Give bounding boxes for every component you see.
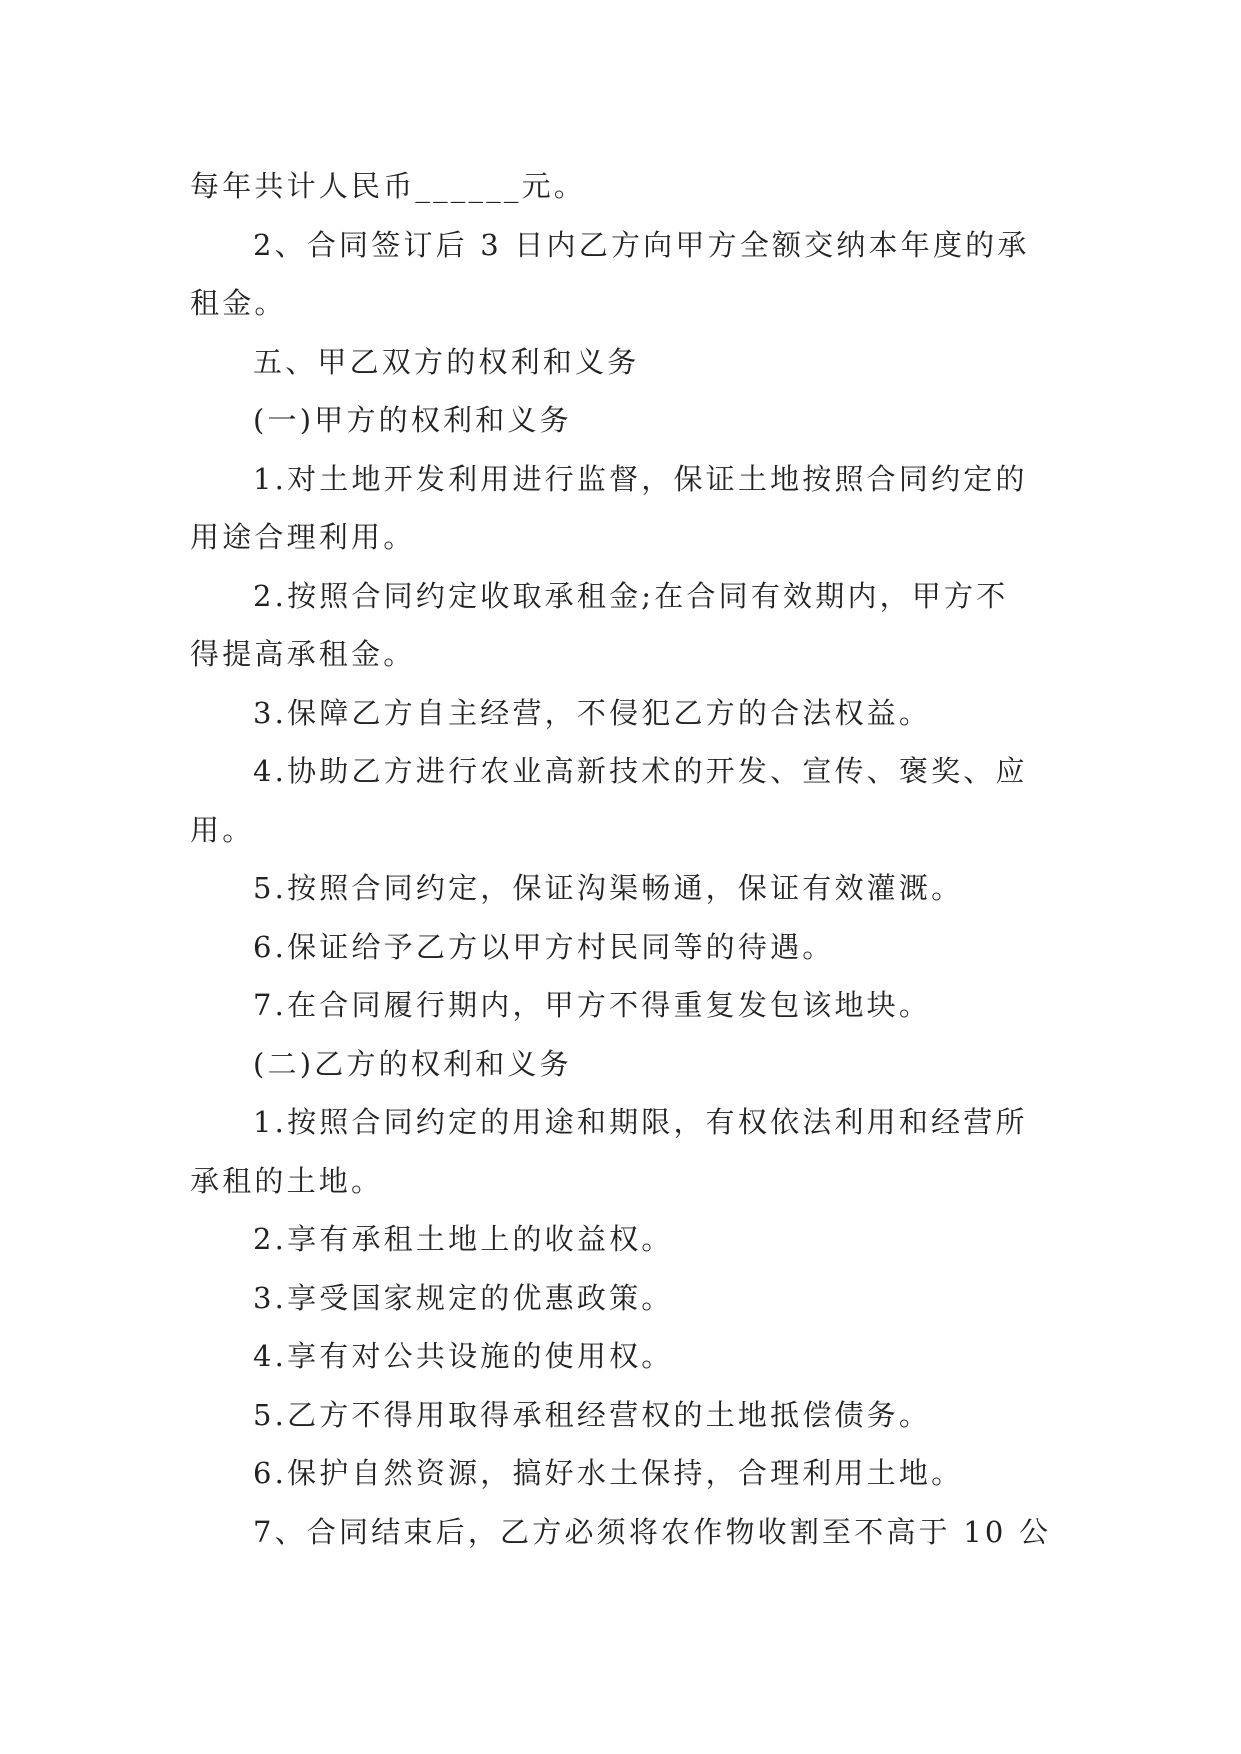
subsection-heading: (一)甲方的权利和义务 [253, 403, 572, 437]
text-line: 得提高承租金。 [190, 637, 416, 671]
text-line: 7.在合同履行期内，甲方不得重复发包该地块。 [253, 988, 932, 1022]
text-line: 6.保护自然资源，搞好水土保持，合理利用土地。 [253, 1456, 964, 1490]
text-line: 1.按照合同约定的用途和期限，有权依法利用和经营所 [253, 1105, 1028, 1139]
text-line: 承租的土地。 [190, 1163, 384, 1198]
text-line: 1.对土地开发利用进行监督，保证土地按照合同约定的 [253, 461, 1028, 496]
subsection-heading: (二)乙方的权利和义务 [253, 1046, 572, 1081]
section-heading: 五、甲乙双方的权利和义务 [253, 344, 640, 379]
text-line: 租金。 [190, 286, 287, 320]
text-line: 4.协助乙方进行农业高新技术的开发、宣传、褒奖、应 [253, 754, 1028, 788]
text-line: 2、合同签订后 3 日内乙方向甲方全额交纳本年度的承 [253, 227, 1030, 262]
text-line: 2.按照合同约定收取承租金;在合同有效期内，甲方不 [253, 578, 1009, 613]
text-line: 用。 [190, 812, 255, 847]
text-line: 3.保障乙方自主经营，不侵犯乙方的合法权益。 [253, 695, 932, 730]
text-line: 7、合同结束后，乙方必须将农作物收割至不高于 10 公 [253, 1514, 1052, 1549]
text-line: 3.享受国家规定的优惠政策。 [253, 1280, 674, 1315]
text-line: 6.保证给予乙方以甲方村民同等的待遇。 [253, 929, 835, 964]
text-line: 每年共计人民币______元。 [190, 169, 587, 203]
text-line: 2.享有承租土地上的收益权。 [253, 1222, 674, 1256]
document-body [190, 157, 1060, 1561]
text-line: 用途合理利用。 [190, 520, 416, 554]
text-line: 5.按照合同约定，保证沟渠畅通，保证有效灌溉。 [253, 871, 964, 905]
text-line: 5.乙方不得用取得承租经营权的土地抵偿债务。 [253, 1397, 932, 1432]
text-line: 4.享有对公共设施的使用权。 [253, 1339, 674, 1373]
